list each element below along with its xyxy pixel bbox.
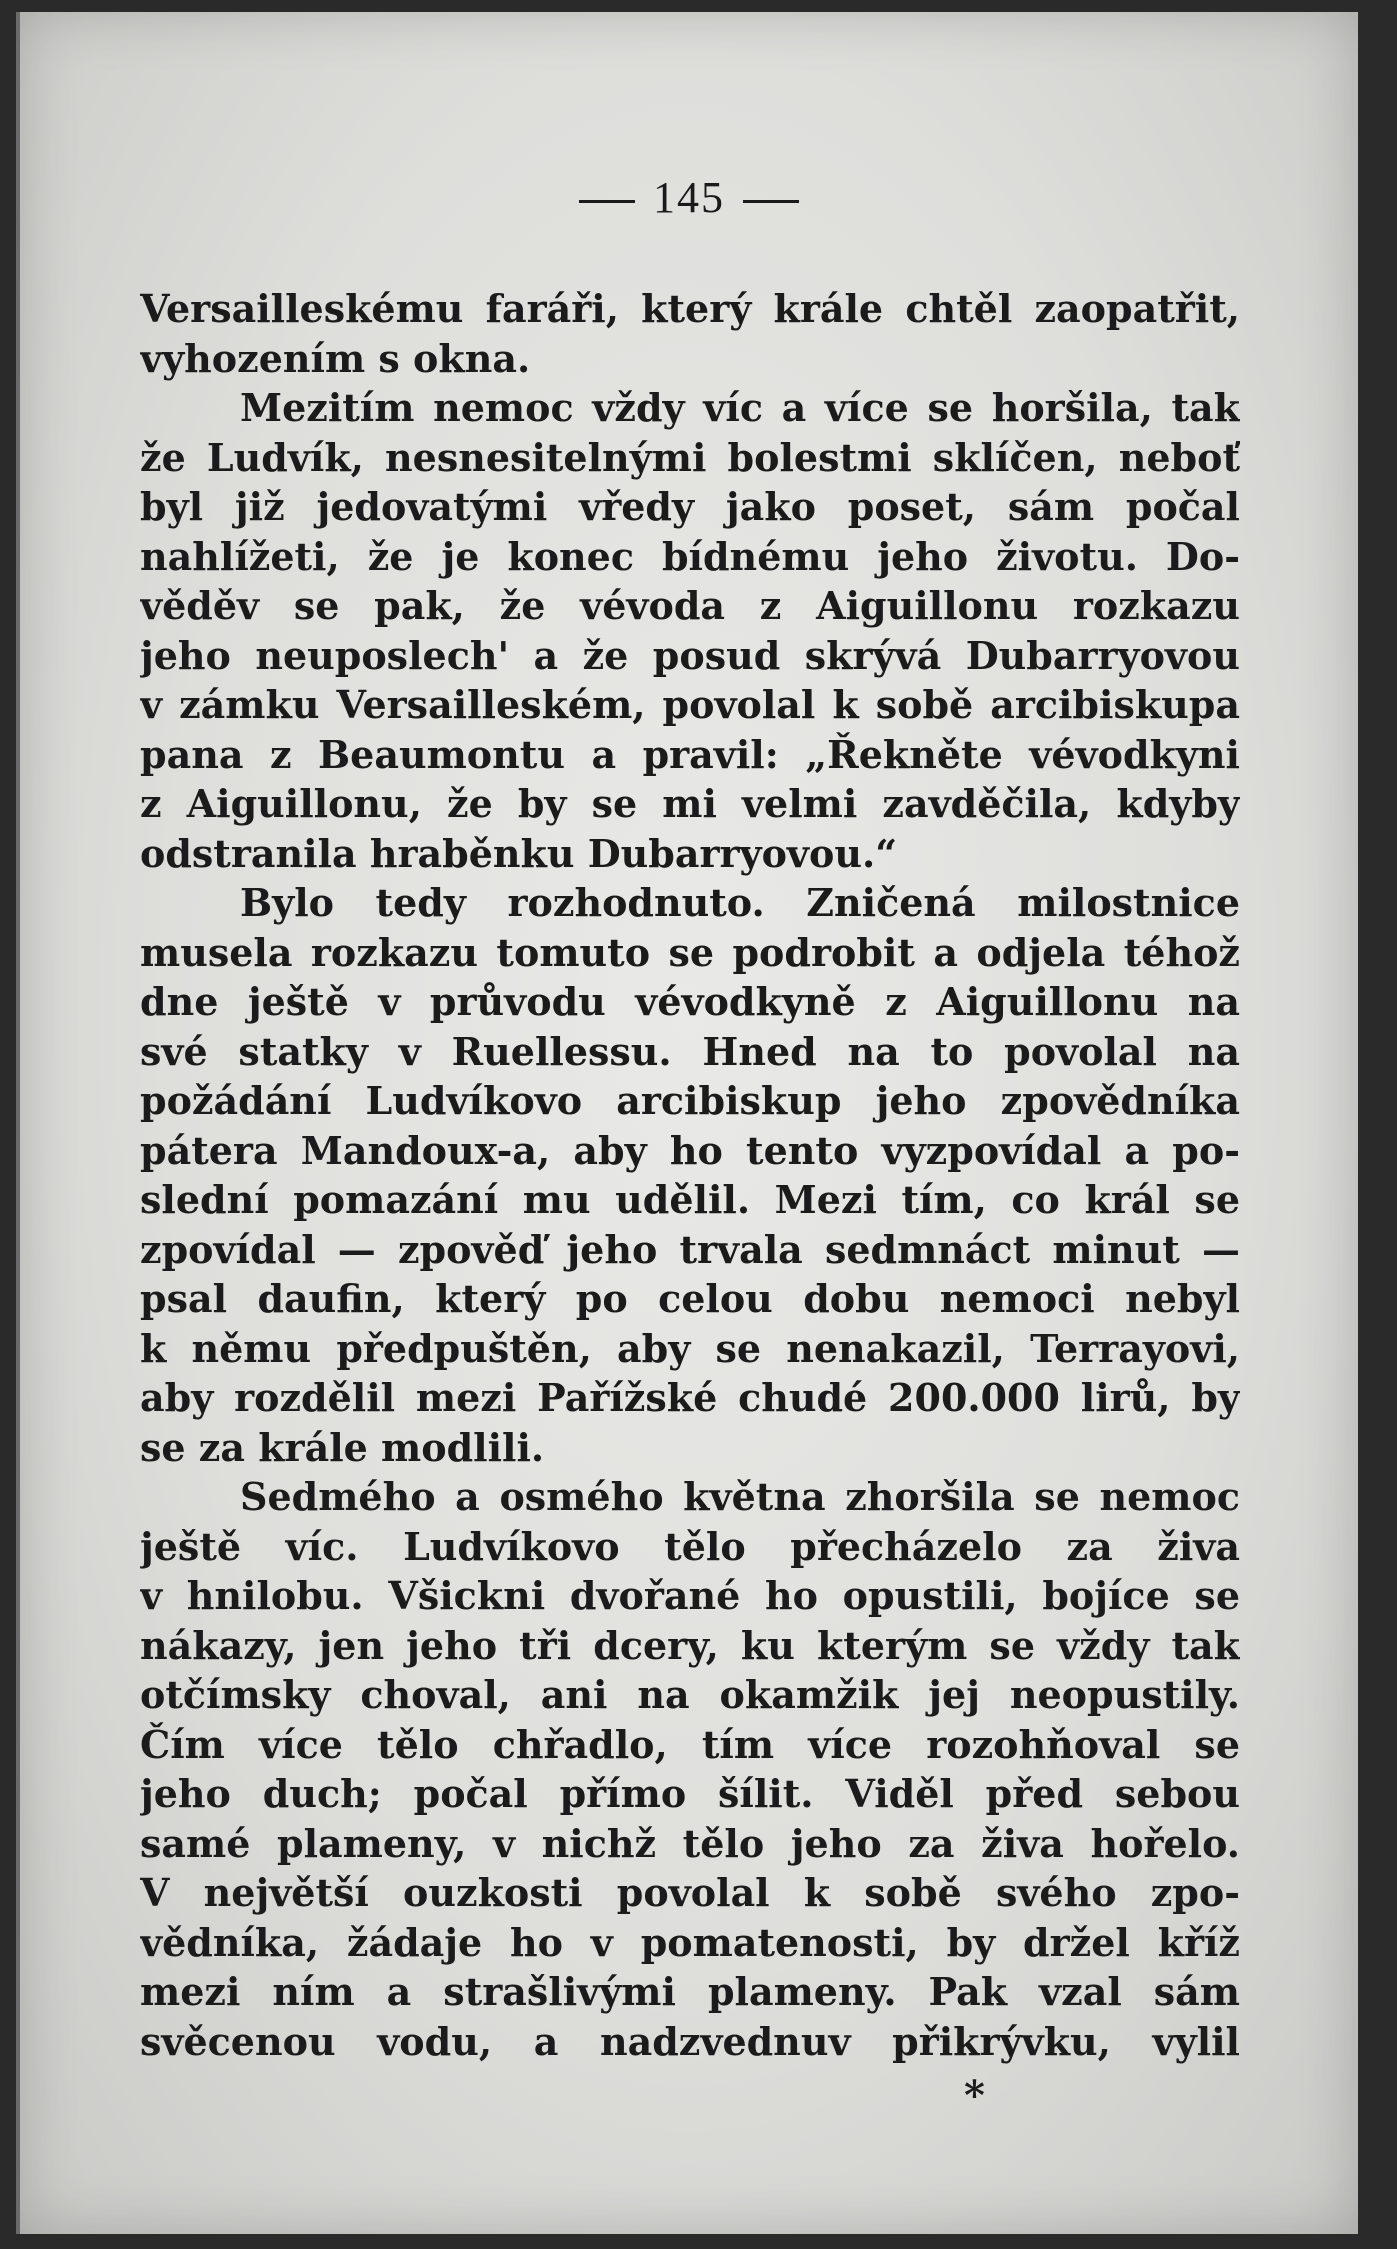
text-line: Mezitím nemoc vždy víc a více se horšila, tak: [240, 385, 1240, 430]
text-line: své statky v Ruellessu. Hned na to povolal na: [140, 1028, 1240, 1074]
text-line: vyhozením s okna.: [140, 335, 531, 381]
text-line: mezi ním a strašlivými plameny. Pak vzal sám: [140, 1969, 1240, 2014]
text-line: vědníka, žádaje ho v pomatenosti, by držel kříž: [140, 1919, 1240, 1965]
text-line: samé plameny, v nichž tělo jeho za živa hořelo.: [140, 1820, 1240, 1866]
body-text: [140, 284, 1240, 2066]
text-line: dne ještě v průvodu vévodkyně z Aiguillonu na: [140, 979, 1240, 1024]
text-line: jeho neuposlech' a že posud skrývá Dubarryovou: [140, 632, 1240, 678]
text-line: že Ludvík, nesnesitelnými bolestmi sklíčen, neboť: [140, 434, 1240, 480]
text-line: svěcenou vodu, a nadzvednuv přikrývku, vylil: [140, 2018, 1240, 2064]
text-line: Bylo tedy rozhodnuto. Zničená milostnice: [240, 880, 1240, 925]
text-line: byl již jedovatými vředy jako poset, sám počal: [140, 484, 1240, 529]
page-number-value: 145: [653, 173, 725, 222]
text-line: pátera Mandoux-a, aby ho tento vyzpovídal a po-: [140, 1127, 1240, 1173]
text-line: musela rozkazu tomuto se podrobit a odjela téhož: [140, 929, 1240, 975]
text-line: V největší ouzkosti povolal k sobě svého zpo-: [140, 1870, 1240, 1915]
text-line: Versailleskému faráři, který krále chtěl zaopatřit,: [140, 286, 1240, 331]
page-number-dash-left: [579, 200, 635, 203]
text-line: pana z Beaumontu a pravil: „Řekněte vévodkyni: [140, 731, 1240, 777]
text-line: psal daufin, který po celou dobu nemoci nebyl: [140, 1276, 1240, 1321]
text-line: v zámku Versailleském, povolal k sobě arcibiskupa: [140, 682, 1240, 727]
text-line: jeho duch; počal přímo šílit. Viděl před sebou: [140, 1771, 1240, 1816]
book-page: [16, 12, 1358, 2234]
text-line: ještě víc. Ludvíkovo tělo přecházelo za živa: [140, 1523, 1240, 1569]
text-line: k němu předpuštěn, aby se nenakazil, Terrayovi,: [140, 1325, 1240, 1371]
text-line: nákazy, jen jeho tři dcery, ku kterým se vždy tak: [140, 1622, 1240, 1668]
text-line: Čím více tělo chřadlo, tím více rozohňoval se: [140, 1721, 1240, 1767]
text-line: požádání Ludvíkovo arcibiskup jeho zpovědníka: [140, 1078, 1240, 1123]
text-line: Sedmého a osmého května zhoršila se nemoc: [240, 1474, 1240, 1519]
text-line: v hnilobu. Všickni dvořané ho opustili, bojíce se: [140, 1573, 1240, 1618]
signature-mark: *: [964, 2072, 985, 2119]
text-line: otčímsky choval, ani na okamžik jej neopustily.: [140, 1672, 1240, 1717]
page-number: [20, 172, 1358, 223]
text-line: zpovídal — zpověď jeho trvala sedmnáct minut —: [140, 1226, 1240, 1272]
text-line: aby rozdělil mezi Pařížské chudé 200.000 lirů, by: [140, 1375, 1240, 1420]
page-number-dash-right: [743, 200, 799, 203]
text-line: se za krále modlili.: [140, 1424, 545, 1470]
text-line: nahlížeti, že je konec bídnému jeho životu. Do-: [140, 533, 1240, 579]
text-line: slední pomazání mu udělil. Mezi tím, co král se: [140, 1177, 1240, 1222]
text-line: z Aiguillonu, že by se mi velmi zavděčila, kdyby: [140, 781, 1240, 826]
text-line: odstranila hraběnku Dubarryovou.“: [140, 830, 898, 876]
text-line: věděv se pak, že vévoda z Aiguillonu rozkazu: [140, 583, 1240, 628]
